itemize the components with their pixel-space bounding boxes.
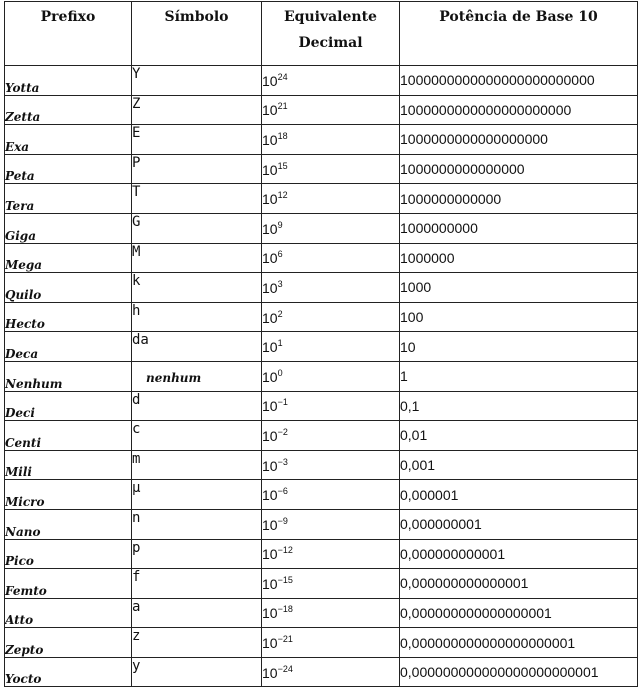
decimal-equivalent-cell [262,628,400,658]
table-row [5,184,638,214]
symbol-cell: n [132,509,262,539]
symbol-cell: G [132,213,262,243]
base-value: 10 [262,487,278,504]
decimal-equivalent-cell [262,657,400,687]
table-row [5,66,638,96]
base-value: 10 [262,457,278,474]
power-of-ten-cell: 1000000000 [400,213,638,243]
table-row [5,539,638,569]
base-value: 10 [262,516,278,533]
prefix-cell: Exa [5,125,132,155]
base-value: 10 [262,250,278,267]
exponent-value: 18 [277,130,288,141]
base-value: 10 [262,664,278,681]
base-value: 10 [262,72,278,89]
prefix-cell: Quilo [5,273,132,303]
decimal-equivalent-cell [262,421,400,451]
exponent-value: 21 [277,101,288,112]
exponent-value: −2 [277,426,288,437]
exponent-value: −9 [277,515,288,526]
decimal-equivalent-cell [262,391,400,421]
symbol-cell: k [132,273,262,303]
decimal-equivalent-cell [262,95,400,125]
prefix-cell: Deci [5,391,132,421]
symbol-cell: d [132,391,262,421]
exponent-value: −12 [277,545,293,556]
base-value: 10 [262,635,278,652]
base-value: 10 [262,398,278,415]
exponent-value: −24 [277,663,293,674]
power-of-ten-cell: 0,000000000000000001 [400,598,638,628]
power-of-ten-cell: 1000000000000000000000000 [400,66,638,96]
power-of-ten-cell: 1000000 [400,243,638,273]
decimal-equivalent-cell [262,332,400,362]
base-value: 10 [262,131,278,148]
base-value: 10 [262,102,278,119]
header-decimal-line1: Equivalente [284,9,377,25]
exponent-value: 2 [277,308,283,319]
decimal-equivalent-cell [262,154,400,184]
prefix-cell: Zepto [5,628,132,658]
base-value: 10 [262,339,278,356]
exponent-value: 24 [277,71,288,82]
table-row [5,213,638,243]
table-row [5,657,638,687]
power-of-ten-cell: 1000000000000 [400,184,638,214]
exponent-value: −15 [277,574,293,585]
decimal-equivalent-cell [262,569,400,599]
table-row [5,421,638,451]
power-of-ten-cell: 1000000000000000000 [400,125,638,155]
power-of-ten-cell: 1000000000000000000000 [400,95,638,125]
exponent-value: −1 [277,397,288,408]
header-power-of-ten: Potência de Base 10 [400,2,638,66]
symbol-cell: nenhum [132,361,262,391]
exponent-value: 6 [277,249,283,260]
table-row [5,509,638,539]
decimal-equivalent-cell [262,66,400,96]
decimal-equivalent-cell [262,273,400,303]
table-row [5,569,638,599]
base-value: 10 [262,575,278,592]
prefix-cell: Micro [5,480,132,510]
base-value: 10 [262,427,278,444]
power-of-ten-cell: 0,000000000001 [400,539,638,569]
table-body [5,66,638,687]
power-of-ten-cell: 100 [400,302,638,332]
prefix-cell: Mili [5,450,132,480]
exponent-value: −3 [277,456,288,467]
power-of-ten-cell: 0,000000001 [400,509,638,539]
decimal-equivalent-cell [262,213,400,243]
base-value: 10 [262,161,278,178]
symbol-cell: m [132,450,262,480]
header-decimal-line2: Decimal [298,35,363,51]
power-of-ten-cell: 10 [400,332,638,362]
decimal-equivalent-cell [262,509,400,539]
power-of-ten-cell: 0,000000000000000000000001 [400,657,638,687]
symbol-cell: f [132,569,262,599]
decimal-equivalent-cell [262,480,400,510]
symbol-cell: y [132,657,262,687]
symbol-cell: M [132,243,262,273]
power-of-ten-cell: 1 [400,361,638,391]
header-decimal-equivalent [262,2,400,66]
header-row [5,2,638,66]
power-of-ten-cell: 1000 [400,273,638,303]
exponent-value: −21 [277,634,293,645]
base-value: 10 [262,368,278,385]
symbol-cell: da [132,332,262,362]
decimal-equivalent-cell [262,450,400,480]
prefix-cell: Yocto [5,657,132,687]
table-row [5,598,638,628]
prefix-cell: Peta [5,154,132,184]
table-row [5,361,638,391]
prefix-cell: Mega [5,243,132,273]
prefix-cell: Atto [5,598,132,628]
decimal-equivalent-cell [262,243,400,273]
prefix-cell: Nenhum [5,361,132,391]
exponent-value: −6 [277,486,288,497]
prefix-cell: Zetta [5,95,132,125]
base-value: 10 [262,220,278,237]
header-prefix: Prefixo [5,2,132,66]
symbol-cell: a [132,598,262,628]
table-row [5,450,638,480]
symbol-cell: E [132,125,262,155]
base-value: 10 [262,546,278,563]
si-prefix-table [4,1,638,687]
base-value: 10 [262,605,278,622]
table-row [5,273,638,303]
prefix-cell: Pico [5,539,132,569]
decimal-equivalent-cell [262,598,400,628]
exponent-value: −18 [277,604,293,615]
exponent-value: 3 [277,278,283,289]
table-row [5,243,638,273]
base-value: 10 [262,279,278,296]
power-of-ten-cell: 0,001 [400,450,638,480]
table-row [5,125,638,155]
base-value: 10 [262,191,278,208]
exponent-value: 15 [277,160,288,171]
power-of-ten-cell: 0,01 [400,421,638,451]
exponent-value: 0 [277,367,283,378]
table-row [5,302,638,332]
symbol-cell: µ [132,480,262,510]
symbol-cell: p [132,539,262,569]
base-value: 10 [262,309,278,326]
symbol-cell: T [132,184,262,214]
power-of-ten-cell: 1000000000000000 [400,154,638,184]
decimal-equivalent-cell [262,125,400,155]
power-of-ten-cell: 0,000000000000001 [400,569,638,599]
table-row [5,154,638,184]
table-row [5,480,638,510]
exponent-value: 12 [277,190,288,201]
decimal-equivalent-cell [262,361,400,391]
power-of-ten-cell: 0,000000000000000000001 [400,628,638,658]
symbol-cell: c [132,421,262,451]
exponent-value: 1 [277,338,283,349]
symbol-cell: h [132,302,262,332]
prefix-cell: Centi [5,421,132,451]
decimal-equivalent-cell [262,539,400,569]
power-of-ten-cell: 0,1 [400,391,638,421]
symbol-cell: Y [132,66,262,96]
header-symbol: Símbolo [132,2,262,66]
prefix-cell: Yotta [5,66,132,96]
table-row [5,95,638,125]
prefix-cell: Tera [5,184,132,214]
decimal-equivalent-cell [262,302,400,332]
decimal-equivalent-cell [262,184,400,214]
prefix-cell: Giga [5,213,132,243]
power-of-ten-cell: 0,000001 [400,480,638,510]
prefix-cell: Deca [5,332,132,362]
table-row [5,391,638,421]
symbol-cell: P [132,154,262,184]
prefix-cell: Femto [5,569,132,599]
table-row [5,628,638,658]
prefix-cell: Hecto [5,302,132,332]
symbol-cell: z [132,628,262,658]
exponent-value: 9 [277,219,283,230]
symbol-cell: Z [132,95,262,125]
prefix-cell: Nano [5,509,132,539]
table-row [5,332,638,362]
